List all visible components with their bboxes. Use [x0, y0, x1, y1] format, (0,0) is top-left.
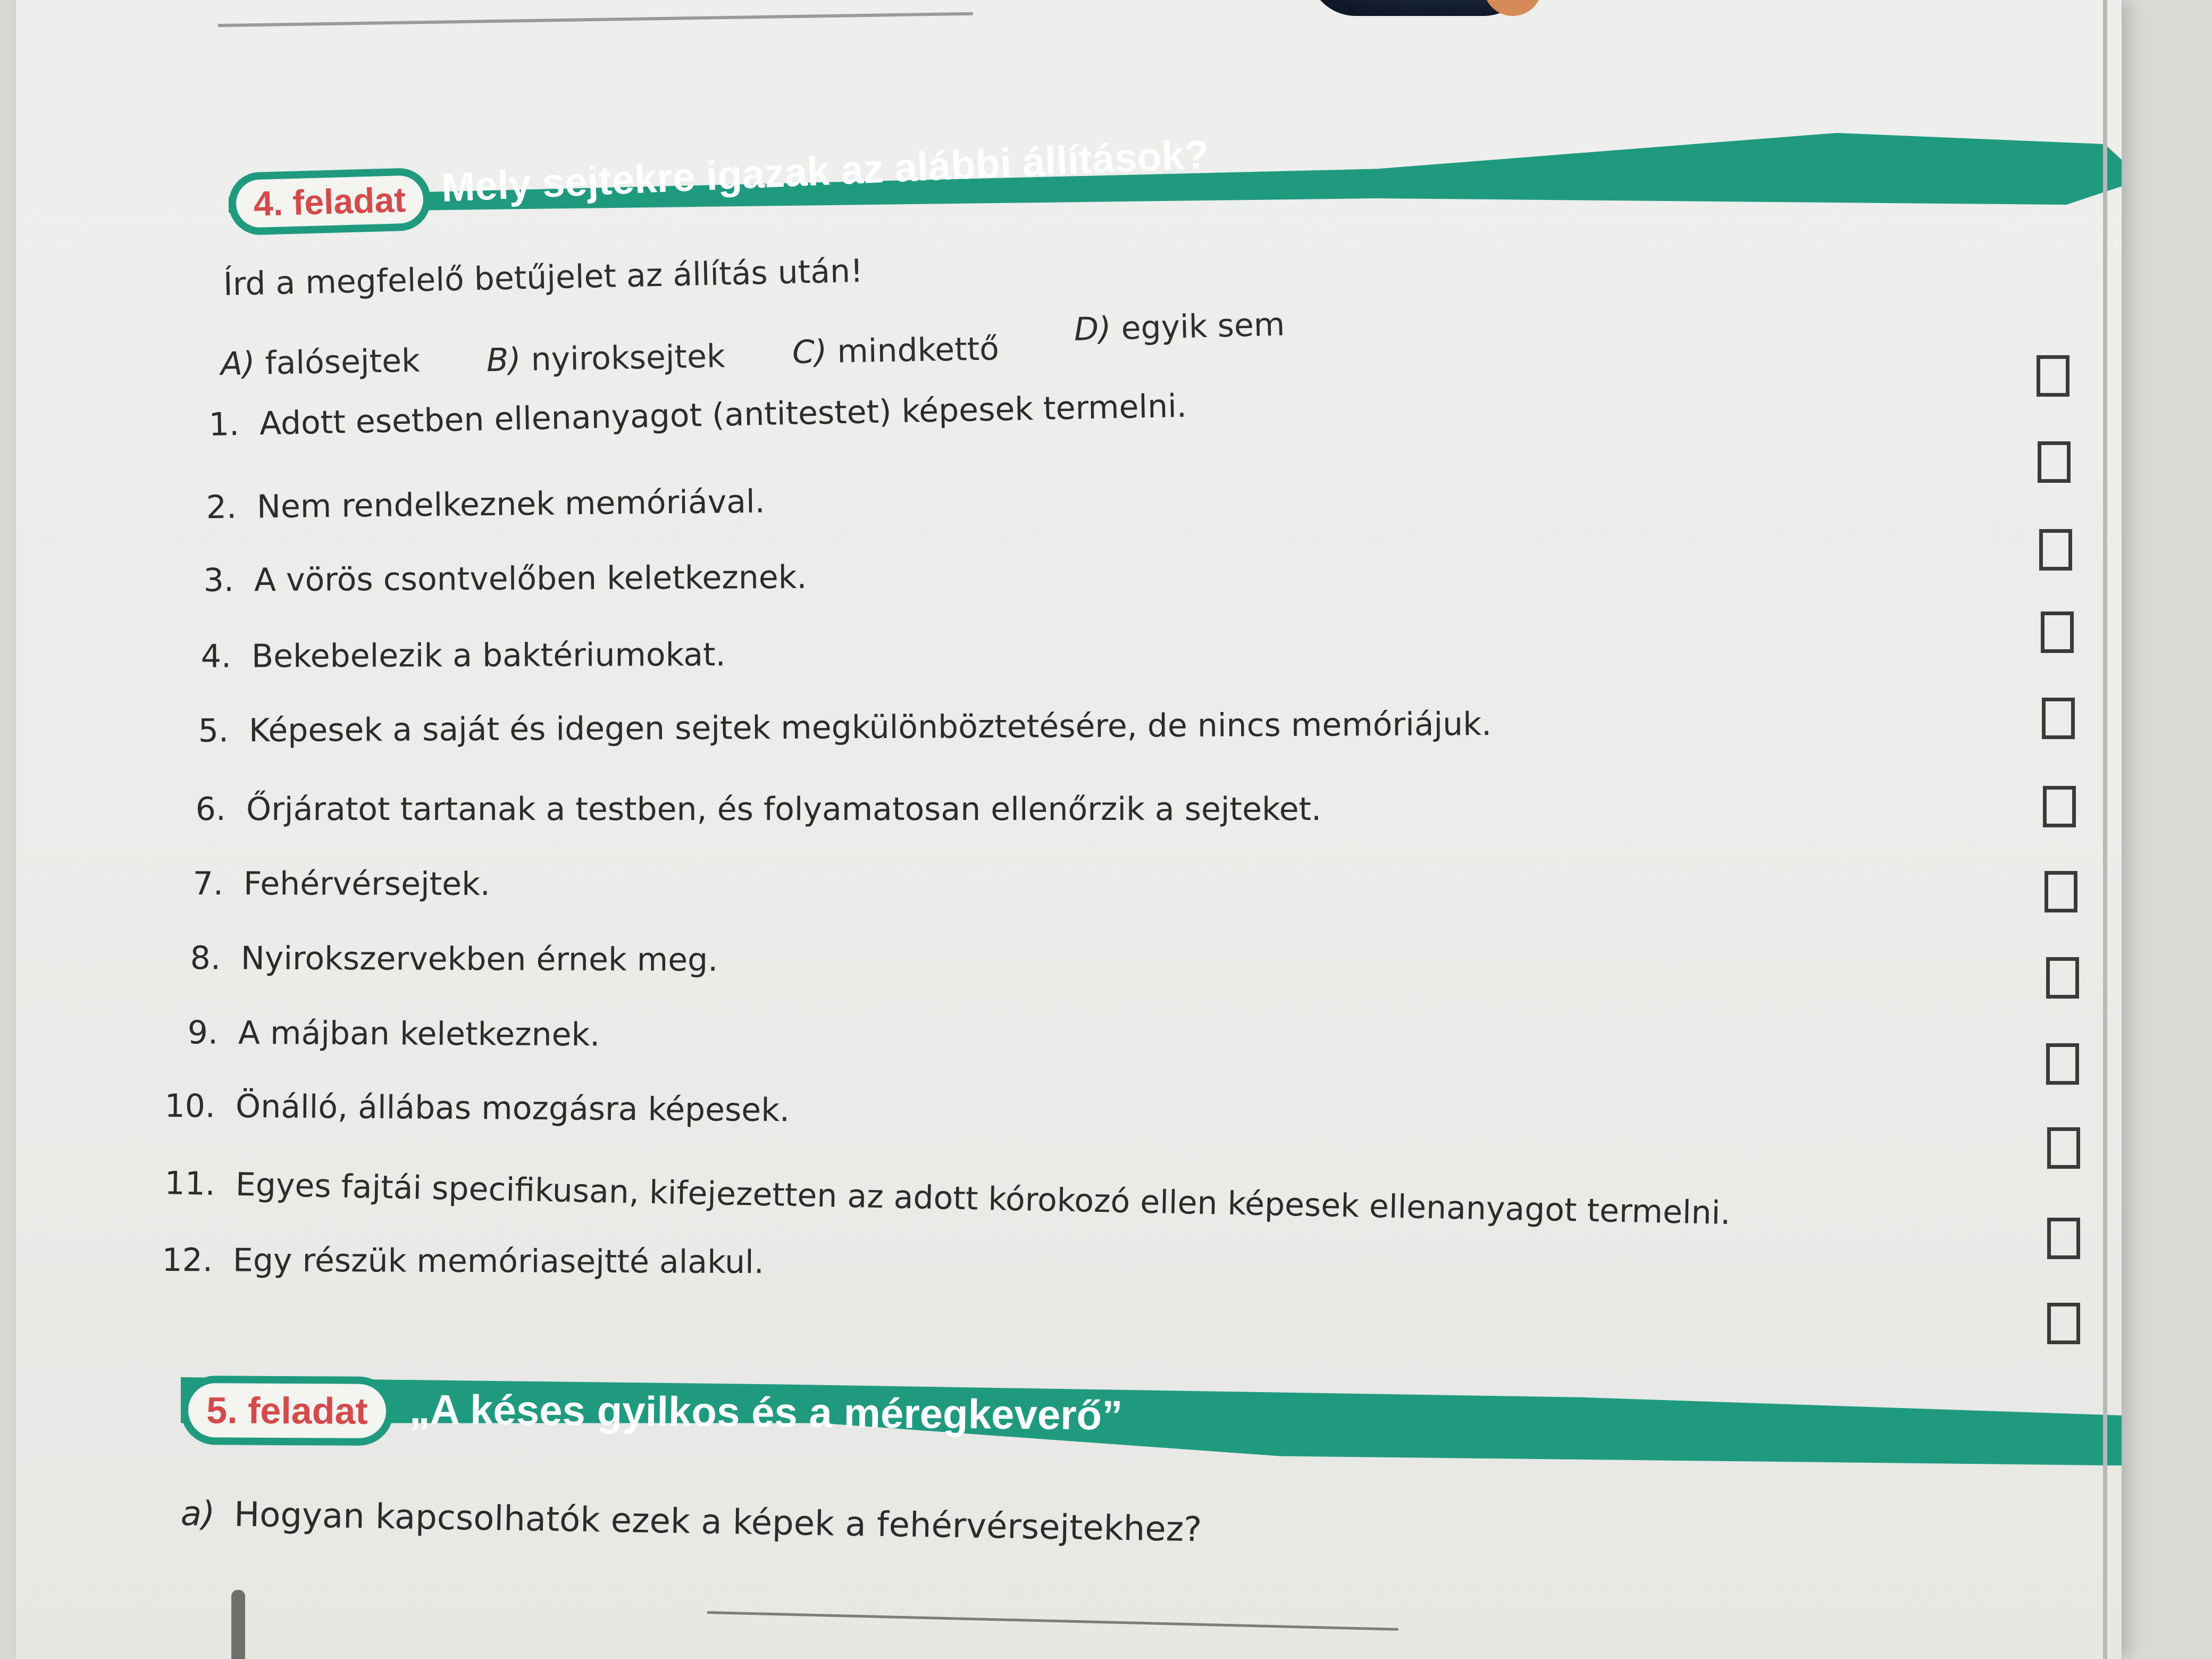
answer-box-12[interactable] — [2047, 1303, 2080, 1344]
exercise5-badge: 5. feladat — [181, 1376, 394, 1446]
statement-text: A vörös csontvelőben keletkeznek. — [254, 558, 807, 599]
statement-text: Nem rendelkeznek memóriával. — [256, 483, 766, 526]
statement-item — [170, 706, 1492, 750]
exercise4-instruction: Írd a megfelelő betűjelet az állítás után! — [223, 252, 864, 303]
statement-number: 1. — [208, 405, 240, 443]
answer-box-8[interactable] — [2046, 957, 2079, 999]
statement-text: Egyes fajtái specifikusan, kifejezetten az adott kórokozó ellen képesek ellenanyagot termelni. — [235, 1166, 1731, 1232]
statement-text: Őrjáratot tartanak a testben, és folyamatosan ellenőrzik a sejteket. — [246, 791, 1322, 828]
option-text: egyik sem — [1120, 306, 1286, 347]
page-edge — [2103, 0, 2107, 1659]
answer-box-1[interactable] — [2037, 355, 2069, 397]
statement-text: A májban keletkeznek. — [238, 1014, 600, 1054]
statement-number: 12. — [162, 1242, 213, 1279]
statement-item — [154, 1242, 764, 1281]
answer-box-10[interactable] — [2047, 1127, 2080, 1169]
exercise4-badge: 4. feladat — [228, 167, 431, 236]
statement-number: 10. — [164, 1087, 216, 1125]
option-b — [486, 338, 725, 379]
statement-item — [160, 1014, 600, 1053]
exercise4-title: Mely sejtekre igazak az alábbi állítások? — [440, 132, 1210, 211]
statement-text: Bekebelezik a baktériumokat. — [251, 636, 726, 675]
option-letter: D) — [1074, 310, 1112, 348]
statement-item — [178, 483, 765, 526]
option-text: mindkettő — [836, 330, 1000, 371]
option-letter: B) — [486, 341, 522, 379]
statement-text: Képesek a saját és idegen sejtek megkülönböztetésére, de nincs memóriájuk. — [248, 705, 1492, 750]
statement-item — [165, 865, 490, 903]
statement-item — [173, 636, 726, 675]
answer-box-2[interactable] — [2038, 441, 2071, 483]
exercise5-question — [180, 1494, 1202, 1549]
option-letter: A) — [220, 345, 256, 383]
answer-box-7[interactable] — [2045, 871, 2077, 912]
bottom-margin-mark — [231, 1590, 245, 1659]
option-text: falósejtek — [264, 342, 421, 382]
statement-number: 5. — [198, 712, 229, 750]
statement-number: 9. — [187, 1014, 219, 1052]
answer-line — [707, 1611, 1398, 1631]
statement-number: 6. — [195, 791, 226, 828]
question-text: Hogyan kapcsolhatók ezek a képek a fehérvérsejtekhez? — [233, 1495, 1202, 1550]
answer-box-5[interactable] — [2042, 698, 2075, 739]
statement-number: 2. — [206, 488, 237, 526]
statement-item — [175, 559, 807, 599]
answer-box-3[interactable] — [2039, 529, 2072, 571]
statement-text: Nyirokszervekben érnek meg. — [240, 940, 718, 979]
statement-text: Egy részük memóriasejtté alakul. — [232, 1242, 764, 1281]
answer-box-6[interactable] — [2043, 786, 2076, 827]
answer-box-11[interactable] — [2047, 1218, 2080, 1259]
option-d — [1074, 306, 1285, 348]
answer-box-4[interactable] — [2041, 611, 2074, 653]
option-letter: C) — [792, 333, 827, 371]
statement-number: 8. — [190, 940, 221, 977]
statement-item — [156, 1164, 1731, 1232]
statement-number: 4. — [200, 638, 232, 675]
statement-text: Fehérvérsejtek. — [243, 865, 491, 903]
question-letter: a) — [180, 1494, 215, 1535]
answer-box-9[interactable] — [2046, 1043, 2079, 1085]
statement-text: Adott esetben ellenanyagot (antitestet) képesek termelni. — [259, 387, 1187, 443]
statement-item — [180, 388, 1187, 444]
exercise5-title: „A késes gyilkos és a méregkeverő” — [409, 1386, 1123, 1439]
statement-text: Önálló, állábas mozgásra képesek. — [235, 1088, 790, 1129]
statement-item — [162, 940, 718, 979]
option-c — [792, 330, 999, 371]
statement-number: 7. — [192, 865, 224, 903]
option-text: nyiroksejtek — [531, 338, 726, 379]
option-a — [220, 342, 420, 383]
workbook-page — [16, 0, 2122, 1659]
top-divider-line — [218, 12, 973, 27]
statement-item — [157, 1087, 790, 1129]
statement-number: 11. — [164, 1164, 216, 1203]
statement-number: 3. — [203, 562, 234, 599]
statement-item — [167, 791, 1321, 828]
